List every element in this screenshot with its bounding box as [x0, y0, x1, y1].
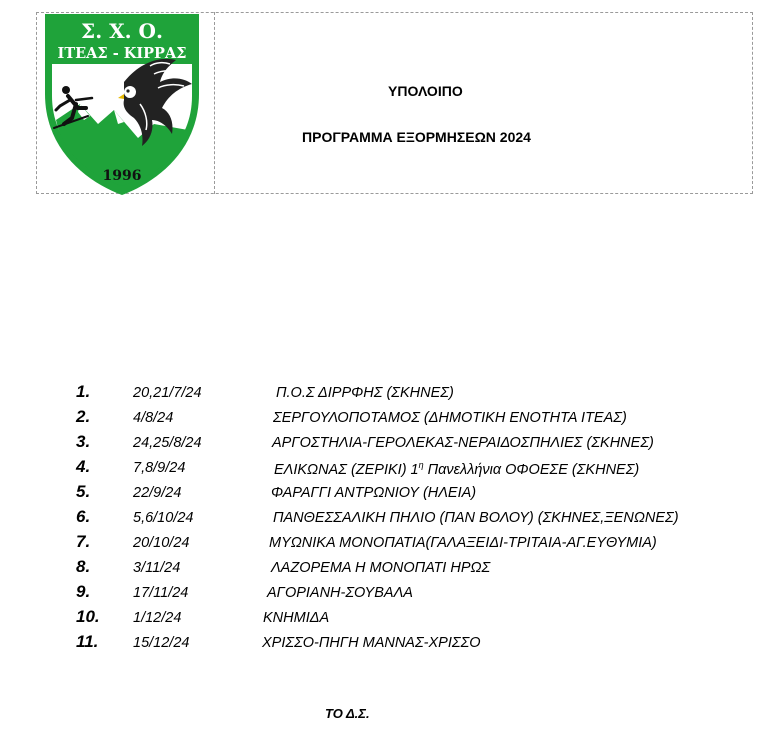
list-item: [0, 534, 780, 556]
item-number: 9.: [76, 582, 91, 601]
item-place: ΠΑΝΘΕΣΣΑΛΙΚΗ ΠΗΛΙΟ (ΠΑΝ ΒΟΛΟΥ) (ΣΚΗΝΕΣ,ΞΕΝΩΝΕΣ): [273, 510, 679, 526]
item-date: 17/11/24: [133, 585, 189, 601]
list-item: [0, 409, 780, 431]
item-number: 3.: [76, 432, 91, 451]
item-place: ΛΑΖΟΡΕΜΑ Η ΜΟΝΟΠΑΤΙ ΗΡΩΣ: [271, 560, 491, 576]
item-place-rest: Πανελλήνια ΟΦΟΕΣΕ (ΣΚΗΝΕΣ): [423, 461, 640, 478]
item-date: 5,6/10/24: [133, 510, 194, 526]
item-place-sup: η: [418, 460, 424, 470]
item-date: 4/8/24: [133, 410, 174, 426]
item-number: 4.: [76, 457, 91, 476]
item-place: ΑΓΟΡΙΑΝΗ-ΣΟΥΒΑΛΑ: [267, 585, 413, 601]
list-item: [0, 384, 780, 406]
logo-year: 1996: [102, 168, 142, 184]
list-item: [0, 584, 780, 606]
item-date: 20/10/24: [133, 535, 190, 551]
list-item: [0, 459, 780, 481]
item-place: ΚΝΗΜΙΔΑ: [263, 610, 330, 626]
list-item: [0, 434, 780, 456]
list-item: [0, 634, 780, 656]
item-date: 20,21/7/24: [133, 385, 202, 401]
item-place: Π.Ο.Σ ΔΙΡΡΦΗΣ (ΣΚΗΝΕΣ): [276, 385, 454, 401]
club-logo: [42, 12, 202, 196]
item-date: 3/11/24: [133, 560, 181, 576]
item-place-main: ΕΛΙΚΩΝΑΣ (ΖΕΡΙΚΙ) 1: [274, 461, 419, 478]
item-number: 8.: [76, 557, 91, 576]
item-place: ΦΑΡΑΓΓΙ ΑΝΤΡΩΝΙΟΥ (ΗΛΕΙΑ): [271, 485, 477, 501]
item-date: 1/12/24: [133, 610, 182, 626]
item-place: ΜΥΩΝΙΚΑ ΜΟΝΟΠΑΤΙΑ(ΓΑΛΑΞΕΙΔΙ-ΤΡΙΤΑΙΑ-ΑΓ.ΕΥΘΥΜΙΑ): [269, 535, 657, 551]
logo-line1: Σ. Χ. Ο.: [81, 19, 163, 43]
item-place: ΣΕΡΓΟΥΛΟΠΟΤΑΜΟΣ (ΔΗΜΟΤΙΚΗ ΕΝΟΤΗΤΑ ΙΤΕΑΣ): [273, 410, 627, 426]
header-divider: [214, 12, 215, 194]
item-place: ΑΡΓΟΣΤΗΛΙΑ-ΓΕΡΟΛΕΚΑΣ-ΝΕΡΑΙΔΟΣΠΗΛΙΕΣ (ΣΚΗΝΕΣ): [272, 435, 654, 451]
header-title: ΥΠΟΛΟΙΠΟ: [388, 83, 463, 99]
item-date: 7,8/9/24: [133, 460, 186, 476]
logo-line2: ΙΤΕΑΣ - ΚΙΡΡΑΣ: [57, 45, 187, 62]
list-item: [0, 509, 780, 531]
item-number: 6.: [76, 507, 91, 526]
item-number: 5.: [76, 482, 91, 501]
signature: ΤΟ Δ.Σ.: [325, 706, 370, 721]
item-place: ΧΡΙΣΣΟ-ΠΗΓΗ ΜΑΝΝΑΣ-ΧΡΙΣΣΟ: [262, 635, 481, 651]
list-item: [0, 484, 780, 506]
item-date: 15/12/24: [133, 635, 190, 651]
item-date: 24,25/8/24: [133, 435, 202, 451]
item-place: [274, 460, 639, 478]
item-number: 7.: [76, 532, 91, 551]
item-number: 2.: [76, 407, 91, 426]
item-date: 22/9/24: [133, 485, 182, 501]
item-number: 1.: [76, 382, 91, 401]
item-number: 11.: [76, 632, 99, 651]
list-item: [0, 559, 780, 581]
item-number: 10.: [76, 607, 100, 626]
list-item: [0, 609, 780, 631]
header-subtitle: ΠΡΟΓΡΑΜΜΑ ΕΞΟΡΜΗΣΕΩΝ 2024: [302, 129, 531, 145]
